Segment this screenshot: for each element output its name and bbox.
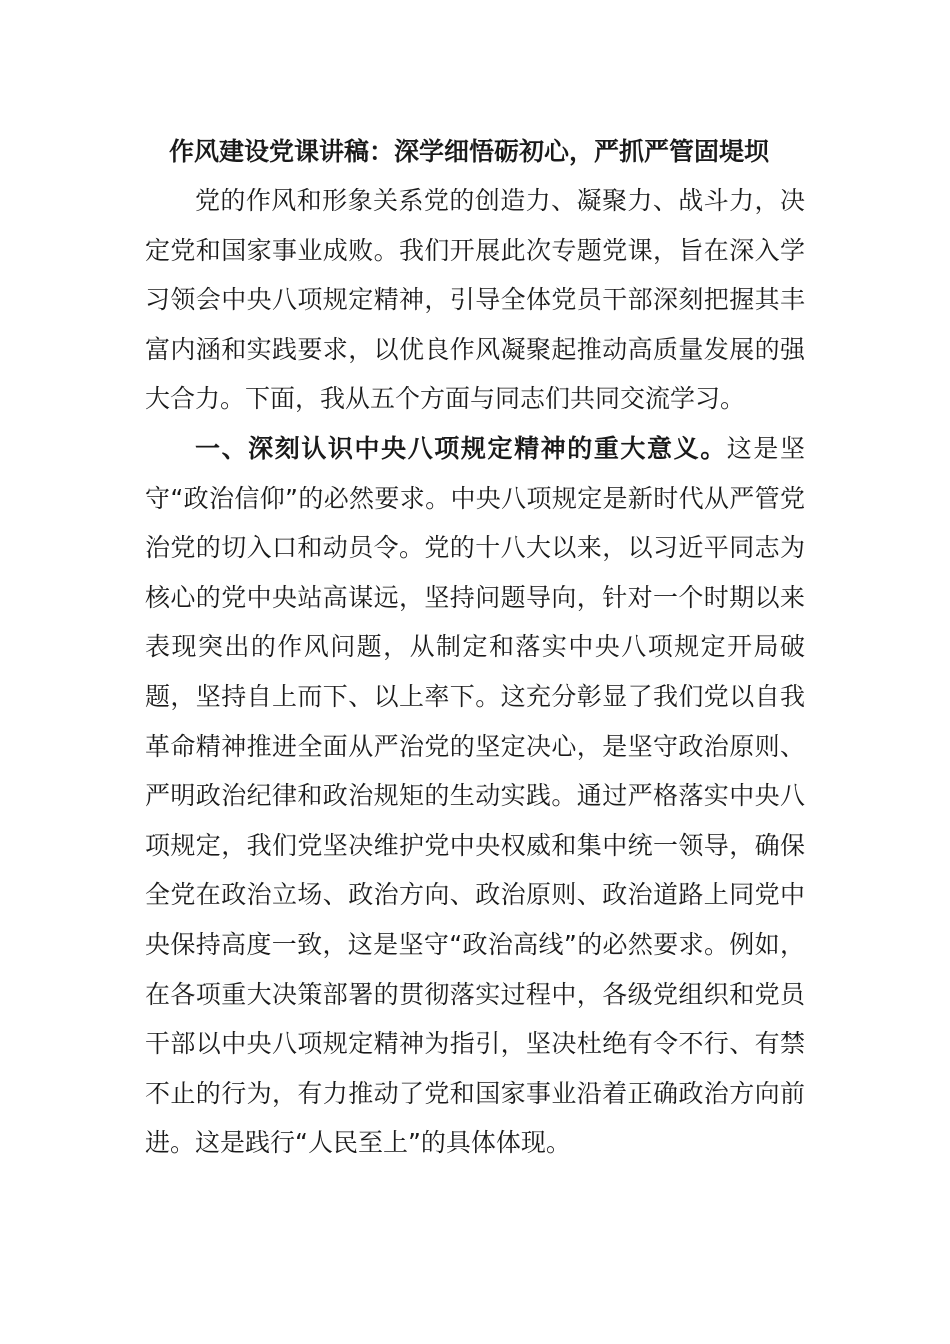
intro-paragraph [145,176,805,424]
section-one-paragraph [145,424,805,1168]
section-one-text: 这是坚守“政治信仰”的必然要求。中央八项规定是新时代从严管党治党的切入口和动员令。党的十八大以来，以习近平同志为核心的党中央站高谋远，坚持问题导向，针对一个时期以来表现突出的作风问题，从制定和落实中央八项规定开局破题，坚持自上而下、以上率下。这充分彰显了我们党以自我革命精神推进全面从严治党的坚定决心，是坚守政治原则、严明政治纪律和政治规矩的生动实践。通过严格落实中央八项规定，我们党坚决维护党中央权威和集中统一领导，确保全党在政治立场、政治方向、政治原则、政治道路上同党中央保持高度一致，这是坚守“政治高线”的必然要求。例如，在各项重大决策部署的贯彻落实过程中，各级党组织和党员干部以中央八项规定精神为指引，坚决杜绝有令不行、有禁不止的行为，有力推动了党和国家事业沿着正确政治方向前进。这是践行“人民至上”的具体体现。 [145,433,805,1158]
document-title: 作风建设党课讲稿：深学细悟砺初心，严抓严管固堤坝 [169,137,770,166]
intro-paragraph-text: 党的作风和形象关系党的创造力、凝聚力、战斗力，决定党和国家事业成败。我们开展此次专题党课，旨在深入学习领会中央八项规定精神，引导全体党员干部深刻把握其丰富内涵和实践要求，以优良作风凝聚起推动高质量发展的强大合力。下面，我从五个方面与同志们共同交流学习。 [145,186,805,414]
section-one-heading: 一、深刻认识中央八项规定精神的重大意义。 [195,433,727,463]
document-page [145,132,805,1168]
